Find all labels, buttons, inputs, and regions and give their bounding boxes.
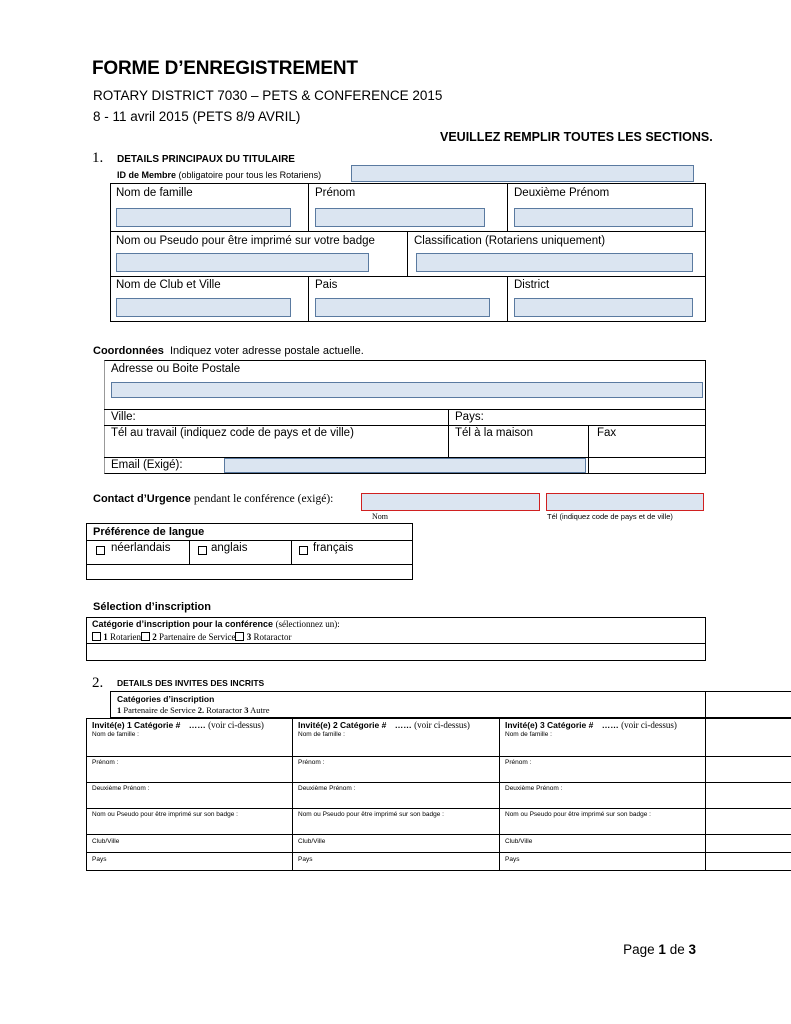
section1-heading: DETAILS PRINCIPAUX DU TITULAIRE (117, 154, 295, 165)
first-name-label: Prénom (315, 187, 356, 199)
home-phone-label: Tél à la maison (455, 427, 533, 439)
guest2-club-label: Club/Ville (298, 838, 326, 845)
reg-opt2-label: Partenaire de Service (159, 632, 236, 642)
guest1-last-name-label: Nom de famille : (92, 731, 139, 738)
language-heading: Préférence de langue (93, 526, 205, 538)
guest1-club-label: Club/Ville (92, 838, 120, 845)
last-name-input[interactable] (116, 208, 291, 227)
guest3-header (505, 720, 677, 730)
page-footer (623, 942, 696, 957)
member-id-label: ID de Membre (117, 170, 177, 180)
guest2-first-name-label: Prénom : (298, 759, 325, 766)
emergency-name-input[interactable] (361, 493, 540, 511)
club-city-input[interactable] (116, 298, 291, 317)
middle-name-input[interactable] (514, 208, 693, 227)
section1-number: 1. (92, 150, 104, 166)
lang-dutch-label: néerlandais (111, 542, 171, 554)
lang-french-checkbox[interactable] (299, 546, 308, 555)
guest-cat1-num: 1 (117, 705, 122, 715)
footer-page-word: Page (623, 942, 655, 957)
guest3-see: (voir ci-dessus) (621, 720, 677, 730)
registration-category-note: (sélectionnez un): (275, 619, 340, 629)
emergency-phone-input[interactable] (546, 493, 704, 511)
form-dates: 8 - 11 avril 2015 (PETS 8/9 AVRIL) (93, 109, 301, 124)
guest1-first-name-label: Prénom : (92, 759, 119, 766)
emergency-heading: Contact d’Urgence (93, 493, 191, 505)
lang-english-label: anglais (211, 542, 248, 554)
guest-cat2-label: Rotaractor (206, 705, 243, 715)
coords-heading-row (93, 345, 364, 357)
reg-opt3-label: Rotaractor (253, 632, 292, 642)
guest2-label: Invité(e) 2 Catégorie # (298, 720, 387, 730)
registration-heading: Sélection d’inscription (93, 601, 211, 613)
guest3-first-name-label: Prénom : (505, 759, 532, 766)
district-label: District (514, 279, 550, 291)
guest-cat3-num: 3 (244, 705, 249, 715)
section2-heading: DETAILS DES INVITES DES INCRITS (117, 678, 265, 688)
coords-country-label: Pays: (455, 411, 484, 423)
lang-english-checkbox[interactable] (198, 546, 207, 555)
guest3-club-label: Club/Ville (505, 838, 533, 845)
district-input[interactable] (514, 298, 693, 317)
emergency-phone-caption: Tél (indiquez code de pays et de ville) (547, 512, 673, 521)
classification-input[interactable] (416, 253, 693, 272)
reg-partner-checkbox[interactable] (141, 632, 150, 641)
guest2-header (298, 720, 470, 730)
guest-cat3-label: Autre (250, 705, 270, 715)
member-id-label-row (117, 170, 321, 180)
guest1-dots: …… (188, 720, 206, 730)
emergency-note: pendant le conférence (exigé): (193, 493, 334, 505)
guest1-country-label: Pays (92, 856, 107, 863)
email-label: Email (Exigé): (111, 459, 183, 471)
guest3-country-label: Pays (505, 856, 520, 863)
coords-note: Indiquez voter adresse postale actuelle. (169, 345, 364, 357)
guest2-last-name-label: Nom de famille : (298, 731, 345, 738)
guest3-badge-label: Nom ou Pseudo pour être imprimé sur son badge : (505, 811, 651, 818)
guest2-see: (voir ci-dessus) (414, 720, 470, 730)
guest2-badge-label: Nom ou Pseudo pour être imprimé sur son badge : (298, 811, 444, 818)
guest3-middle-name-label: Deuxième Prénom : (505, 785, 563, 792)
coords-heading: Coordonnées (93, 345, 164, 357)
lang-dutch-checkbox[interactable] (96, 546, 105, 555)
email-input[interactable] (224, 458, 586, 473)
city-label: Ville: (111, 411, 136, 423)
guest2-dots: …… (394, 720, 412, 730)
guest2-middle-name-label: Deuxième Prénom : (298, 785, 356, 792)
footer-of-word: de (669, 942, 685, 957)
guest3-last-name-label: Nom de famille : (505, 731, 552, 738)
guest2-country-label: Pays (298, 856, 313, 863)
address-label: Adresse ou Boite Postale (111, 363, 241, 375)
club-city-label: Nom de Club et Ville (116, 279, 221, 291)
footer-page-number: 1 (658, 942, 666, 957)
first-name-input[interactable] (315, 208, 485, 227)
guest3-dots: …… (601, 720, 619, 730)
guest-cat2-num: 2. (197, 705, 205, 715)
guest1-see: (voir ci-dessus) (208, 720, 264, 730)
guest-categories-list (117, 705, 269, 715)
fax-label: Fax (597, 427, 617, 439)
reg-opt2-num: 2 (152, 632, 157, 642)
lang-french-label: français (313, 542, 354, 554)
reg-opt1-label: Rotarien (110, 632, 141, 642)
guest1-header (92, 720, 264, 730)
guest1-badge-label: Nom ou Pseudo pour être imprimé sur son badge : (92, 811, 238, 818)
form-subtitle: ROTARY DISTRICT 7030 – PETS & CONFERENCE 2015 (93, 88, 443, 103)
member-id-input[interactable] (351, 165, 694, 182)
form-title: FORME D’ENREGISTREMENT (92, 58, 358, 79)
registration-options (92, 631, 291, 642)
badge-name-label: Nom ou Pseudo pour être imprimé sur votre badge (116, 235, 375, 247)
emergency-heading-row (93, 493, 333, 505)
section2-number: 2. (92, 675, 104, 691)
form-instruction: VEUILLEZ REMPLIR TOUTES LES SECTIONS. (440, 130, 713, 144)
reg-opt3-num: 3 (246, 632, 252, 642)
country-input[interactable] (315, 298, 490, 317)
registration-category-label: Catégorie d’inscription pour la conférence (92, 619, 274, 629)
classification-label: Classification (Rotariens uniquement) (414, 235, 606, 247)
guest-cat1-label: Partenaire de Service (123, 705, 196, 715)
reg-rotarian-checkbox[interactable] (92, 632, 101, 641)
registration-category-row (92, 619, 340, 629)
country-label: Pais (315, 279, 338, 291)
reg-opt1-num: 1 (103, 632, 108, 642)
emergency-name-caption: Nom (372, 512, 388, 521)
guest-categories-label: Catégories d’inscription (117, 694, 215, 704)
badge-name-input[interactable] (116, 253, 369, 272)
guest1-label: Invité(e) 1 Catégorie # (92, 720, 181, 730)
reg-rotaractor-checkbox[interactable] (235, 632, 244, 641)
guest1-middle-name-label: Deuxième Prénom : (92, 785, 150, 792)
address-input[interactable] (111, 382, 703, 398)
work-phone-label: Tél au travail (indiquez code de pays et de ville) (111, 427, 354, 439)
guest3-label: Invité(e) 3 Catégorie # (505, 720, 594, 730)
footer-page-total: 3 (688, 942, 696, 957)
last-name-label: Nom de famille (116, 187, 193, 199)
member-id-note: (obligatoire pour tous les Rotariens) (178, 170, 322, 180)
middle-name-label: Deuxième Prénom (514, 187, 610, 199)
